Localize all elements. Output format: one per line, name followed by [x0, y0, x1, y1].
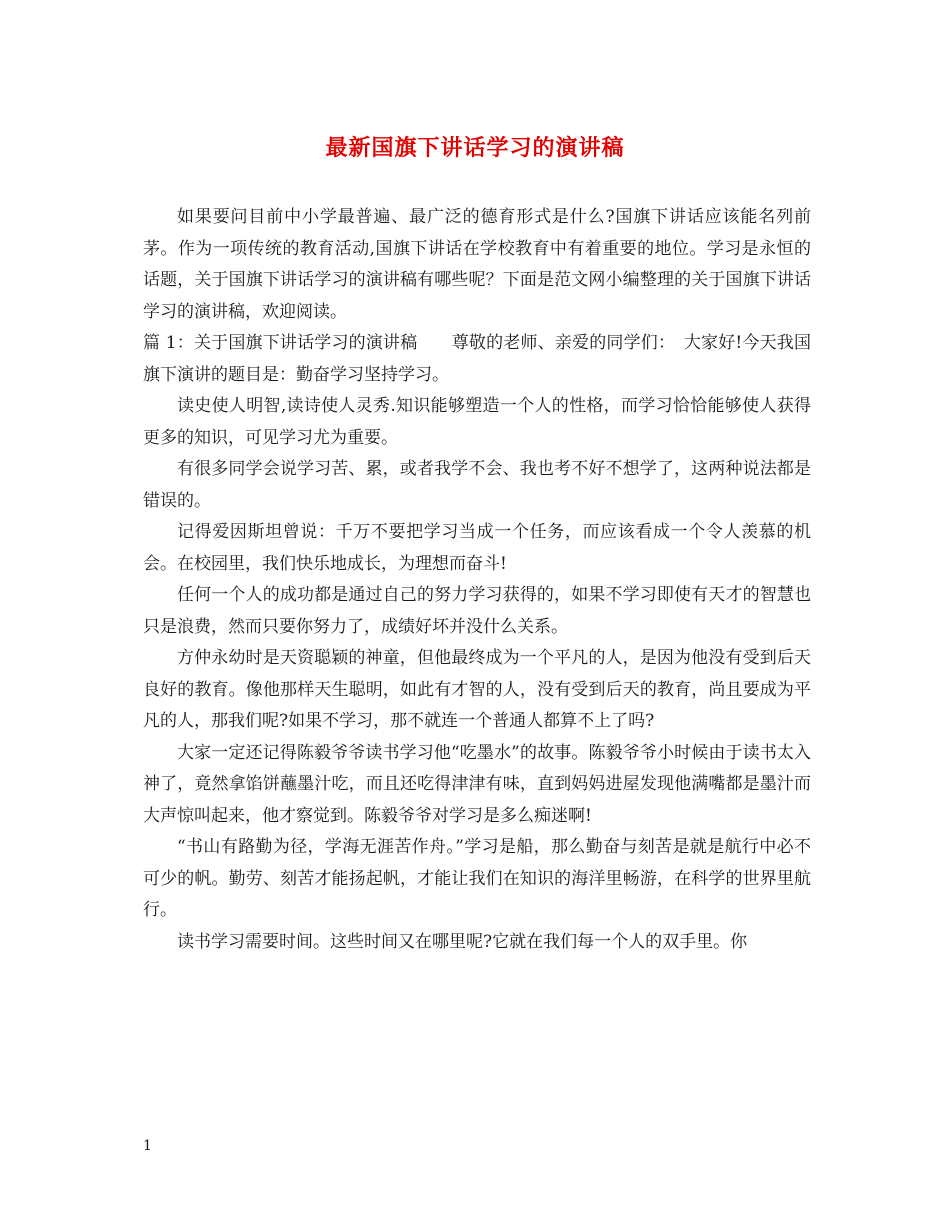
- paragraph-section-heading: 篇 1：关于国旗下讲话学习的演讲稿 尊敬的老师、亲爱的同学们： 大家好!今天我国旗下演讲的题目是：勤奋学习坚持学习。: [143, 333, 811, 385]
- page-number: 1: [143, 1138, 152, 1154]
- paragraph: 读史使人明智,读诗使人灵秀.知识能够塑造一个人的性格，而学习恰恰能够使人获得更多的知识，可见学习尤为重要。: [143, 396, 811, 448]
- document-body: [143, 202, 811, 958]
- paragraph: 大家一定还记得陈毅爷爷读书学习他“吃墨水”的故事。陈毅爷爷小时候由于读书太入神了，竟然拿馅饼蘸墨汁吃，而且还吃得津津有味，直到妈妈进屋发现他满嘴都是墨汁而大声惊叫起来，他才察觉到。陈毅爷爷对学习是多么痴迷啊!: [143, 742, 811, 826]
- paragraph: 记得爱因斯坦曾说：千万不要把学习当成一个任务，而应该看成一个令人羡慕的机会。在校园里，我们快乐地成长，为理想而奋斗!: [143, 522, 811, 574]
- paragraph-intro: 如果要问目前中小学最普遍、最广泛的德育形式是什么?国旗下讲话应该能名列前茅。作为一项传统的教育活动,国旗下讲话在学校教育中有着重要的地位。学习是永恒的话题，关于国旗下讲话学习的演讲稿有哪些呢？下面是范文网小编整理的关于国旗下讲话学习的演讲稿，欢迎阅读。: [143, 207, 811, 322]
- paragraph: “书山有路勤为径，学海无涯苦作舟。”学习是船，那么勤奋与刻苦是就是航行中必不可少的帆。勤劳、刻苦才能扬起帆，才能让我们在知识的海洋里畅游，在科学的世界里航行。: [143, 837, 811, 920]
- paragraph: 读书学习需要时间。这些时间又在哪里呢?它就在我们每一个人的双手里。你: [177, 931, 748, 952]
- paragraph: 任何一个人的成功都是通过自己的努力学习获得的，如果不学习即使有天才的智慧也只是浪费，然而只要你努力了，成绩好坏并没什么关系。: [143, 585, 811, 637]
- paragraph: 方仲永幼时是天资聪颖的神童，但他最终成为一个平凡的人，是因为他没有受到后天良好的教育。像他那样天生聪明，如此有才智的人，没有受到后天的教育，尚且要成为平凡的人，那我们呢?如果不学习，那不就连一个普通人都算不上了吗?: [143, 648, 811, 731]
- paragraph: 有很多同学会说学习苦、累，或者我学不会、我也考不好不想学了，这两种说法都是错误的。: [143, 459, 811, 511]
- document-title: 最新国旗下讲话学习的演讲稿: [325, 135, 625, 161]
